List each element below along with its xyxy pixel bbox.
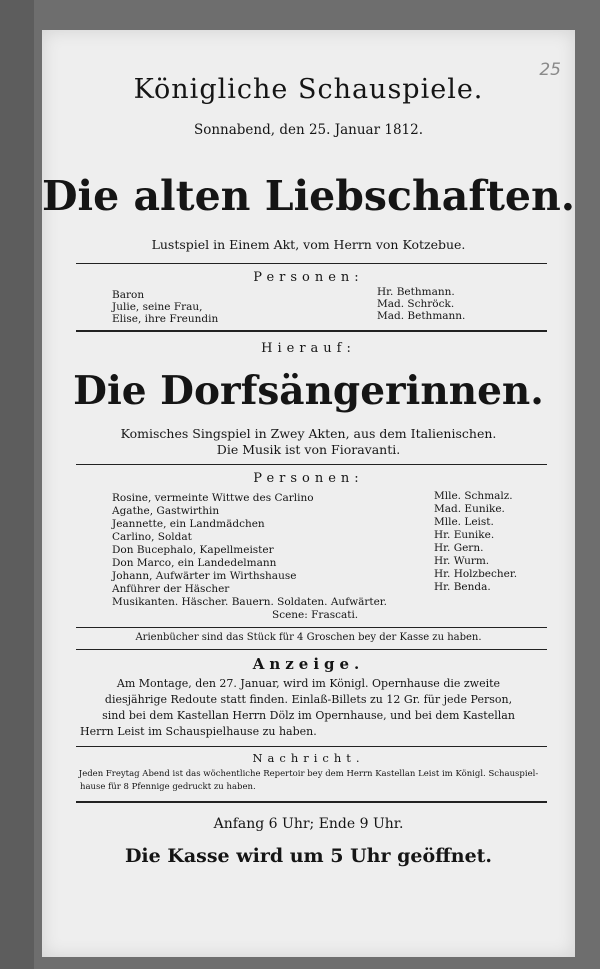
role: Don Marco, ein Landedelmann: [112, 557, 277, 569]
nachricht-line: hause für 8 Pfennige gedruckt zu haben.: [80, 782, 256, 792]
actor: Mad. Schröck.: [377, 298, 455, 310]
role: Jeannette, ein Landmädchen: [112, 518, 265, 530]
theatre-name: Königliche Schauspiele.: [133, 74, 484, 105]
play2-subtitle: Komisches Singspiel in Zwey Akten, aus dem Italienischen.: [120, 426, 497, 441]
divider: [76, 801, 547, 803]
actor: Hr. Bethmann.: [377, 286, 455, 298]
role: Baron: [112, 289, 145, 301]
extras-line: Musikanten. Häscher. Bauern. Soldaten. Aufwärter.: [112, 596, 387, 608]
actor: Hr. Gern.: [434, 542, 484, 554]
role: Johann, Aufwärter im Wirthshause: [112, 570, 297, 582]
anzeige-heading: Anzeige.: [252, 655, 365, 673]
actor: Mlle. Schmalz.: [434, 490, 513, 502]
actor: Mlle. Leist.: [434, 516, 494, 528]
playbill-sheet: [42, 30, 575, 957]
date-line: Sonnabend, den 25. Januar 1812.: [193, 122, 424, 138]
divider: [76, 330, 547, 332]
scene-line: Scene: Frascati.: [272, 609, 359, 621]
nachricht-heading: Nachricht.: [252, 751, 365, 765]
nachricht-line: Jeden Freytag Abend ist das wöchentliche Repertoir bey dem Herrn Kastellan Leist im Königl. Schauspiel-: [78, 769, 539, 779]
anzeige-line: Herrn Leist im Schauspielhause zu haben.: [80, 725, 317, 738]
box-office-opening: Die Kasse wird um 5 Uhr geöffnet.: [124, 845, 493, 867]
performance-times: Anfang 6 Uhr; Ende 9 Uhr.: [213, 816, 404, 832]
role: Carlino, Soldat: [112, 531, 192, 543]
anzeige-line: Am Montage, den 27. Januar, wird im Königl. Opernhause die zweite: [116, 677, 501, 690]
role: Agathe, Gastwirthin: [112, 505, 220, 517]
page-number: 25: [539, 60, 561, 80]
play2-intro: Hierauf:: [261, 341, 356, 356]
actor: Hr. Holzbecher.: [434, 568, 518, 580]
play1-title: Die alten Liebschaften.: [42, 172, 576, 220]
libretto-note: Arienbücher sind das Stück für 4 Groschen bey der Kasse zu haben.: [135, 632, 482, 643]
play2-title: Die Dorfsängerinnen.: [73, 368, 544, 414]
actor: Hr. Wurm.: [434, 555, 490, 567]
divider: [76, 627, 547, 628]
role: Don Bucephalo, Kapellmeister: [112, 544, 274, 556]
role: Julie, seine Frau,: [112, 301, 203, 313]
actor: Hr. Eunike.: [434, 529, 495, 541]
anzeige-line: sind bei dem Kastellan Herrn Dölz im Opernhause, und bei dem Kastellan: [102, 709, 515, 722]
play1-personen-heading: Personen:: [253, 270, 364, 285]
divider: [76, 263, 547, 264]
role: Elise, ihre Freundin: [112, 313, 219, 325]
role: Anführer der Häscher: [112, 583, 230, 595]
actor: Mad. Eunike.: [434, 503, 505, 515]
divider: [76, 746, 547, 747]
anzeige-line: diesjährige Redoute statt finden. Einlaß-Billets zu 12 Gr. für jede Person,: [104, 693, 513, 706]
background-edge: [0, 0, 34, 969]
divider: [76, 649, 547, 650]
actor: Hr. Benda.: [434, 581, 491, 593]
play1-subtitle: Lustspiel in Einem Akt, vom Herrn von Kotzebue.: [151, 237, 466, 252]
actor: Mad. Bethmann.: [377, 310, 466, 322]
play2-music-credit: Die Musik ist von Fioravanti.: [216, 442, 401, 457]
play2-personen-heading: Personen:: [253, 471, 364, 486]
divider: [76, 464, 547, 465]
role: Rosine, vermeinte Wittwe des Carlino: [112, 492, 314, 504]
